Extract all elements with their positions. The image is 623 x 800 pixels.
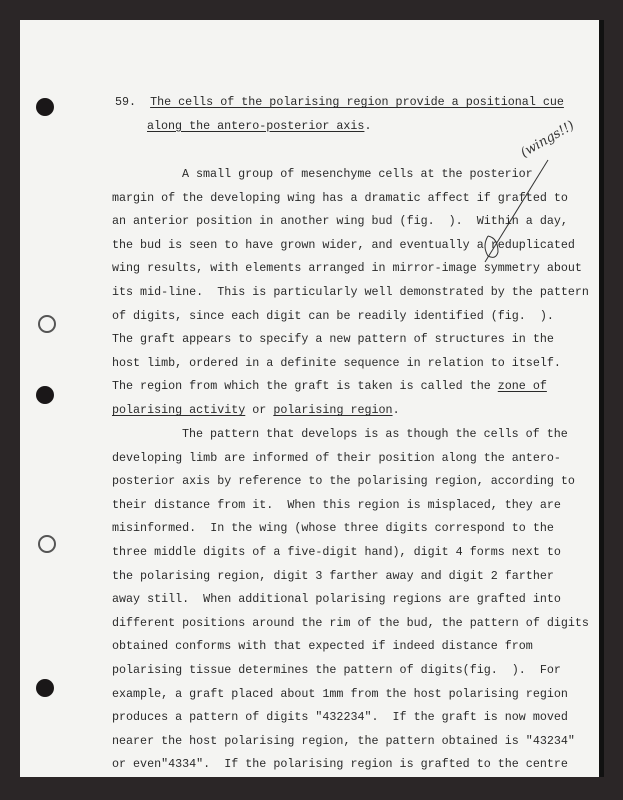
paragraph-1: [112, 163, 589, 423]
text-line: of digits, since each digit can be readily identified (fig. ).: [112, 308, 554, 323]
text-line: A small group of mesenchyme cells at the posterior: [182, 167, 533, 181]
text-line: [112, 399, 589, 423]
text-line: [112, 375, 589, 399]
text-line: the polarising region, digit 3 farther away and digit 2 farther: [112, 568, 554, 583]
period: .: [392, 402, 400, 417]
section-number: 59.: [115, 95, 137, 109]
text-line: wing results, with elements arranged in mirror-image symmetry about: [112, 261, 582, 276]
text-line: obtained conforms with that expected if indeed distance from: [112, 639, 533, 654]
text-segment: or: [245, 402, 274, 417]
text-line: The pattern that develops is as though the cells of the: [182, 427, 568, 441]
period: .: [364, 118, 372, 133]
section-title-cont: along the antero-posterior axis: [147, 118, 365, 133]
handwritten-annotation: (wings!!): [518, 118, 578, 161]
text-line: developing limb are informed of their position along the antero-: [112, 450, 561, 465]
text-line: example, a graft placed about 1mm from the host polarising region: [112, 686, 568, 701]
underlined-term: polarising activity: [112, 402, 246, 417]
text-line: away still. When additional polarising regions are grafted into: [112, 592, 561, 607]
text-line: their distance from it. When this region is misplaced, they are: [112, 497, 561, 512]
text-line: produces a pattern of digits "432234". If the graft is now moved: [112, 710, 568, 725]
text-line: The graft appears to specify a new pattern of structures in the: [112, 332, 554, 347]
underlined-term: zone of: [497, 379, 547, 394]
text-line: an anterior position in another wing bud (fig. ). Within a day,: [112, 214, 568, 229]
text-line: three middle digits of a five-digit hand), digit 4 forms next to: [112, 544, 561, 559]
text-line: posterior axis by reference to the polarising region, according to: [112, 474, 575, 489]
text-line: polarising tissue determines the pattern of digits(fig. ). For: [112, 662, 561, 677]
section-title: The cells of the polarising region provide a positional cue: [150, 95, 564, 109]
text-line: host limb, ordered in a definite sequence in relation to itself.: [112, 355, 561, 370]
text-line: nearer the host polarising region, the pattern obtained is "43234": [112, 733, 575, 748]
text-segment: The region from which the graft is taken is called the: [112, 379, 498, 394]
text-line: or even"4334". If the polarising region is grafted to the centre: [112, 757, 568, 772]
text-line: margin of the developing wing has a dramatic affect if grafted to: [112, 190, 568, 205]
text-line: the bud is seen to have grown wider, and eventually a reduplicated: [112, 237, 575, 252]
text-line: its mid-line. This is particularly well demonstrated by the pattern: [112, 284, 589, 299]
text-line: misinformed. In the wing (whose three digits correspond to the: [112, 521, 554, 536]
paragraph-2: [112, 423, 589, 777]
text-line: different positions around the rim of the bud, the pattern of digits: [112, 615, 589, 630]
underlined-term: polarising region: [273, 402, 393, 417]
